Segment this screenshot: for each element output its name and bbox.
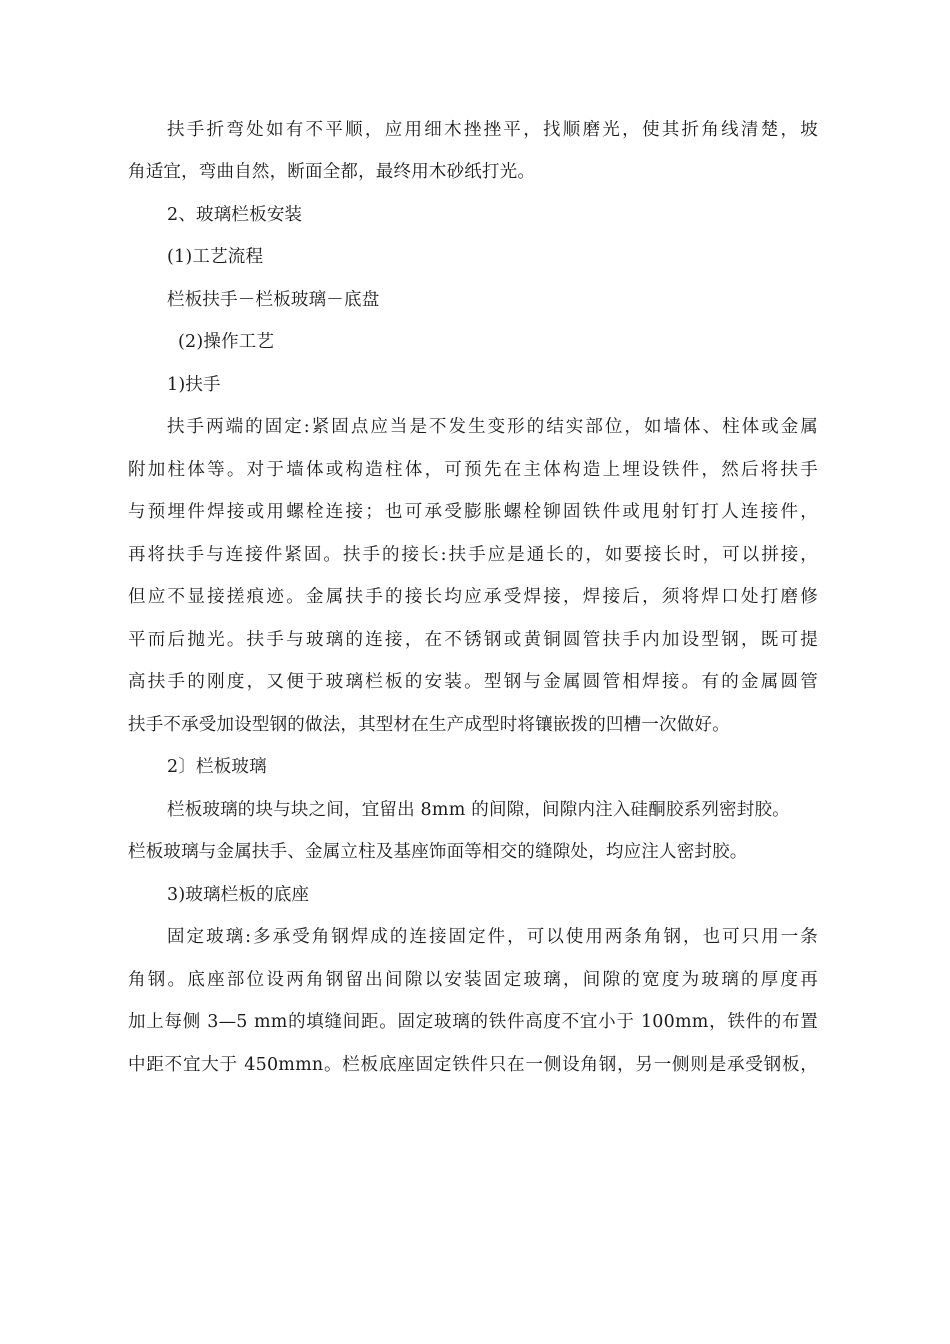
paragraph-line: 扶手折弯处如有不平顺，应用细木挫挫平，找顺磨光，使其折角线清楚，坡 [167,120,818,140]
paragraph-line: 固定玻璃:多承受角钢焊成的连接固定件，可以使用两条角钢，也可只用一条 [167,927,818,947]
paragraph-line: 附加柱体等。对于墙体或构造柱体，可预先在主体构造上埋设铁件，然后将扶手 [128,460,818,480]
section-heading: 2、玻璃栏板安装 [167,205,303,225]
paragraph-line: 扶手两端的固定:紧固点应当是不发生变形的结实部位，如墙体、柱体或金属 [167,417,818,437]
paragraph-line: 与预埋件焊接或用螺栓连接；也可承受膨胀螺栓铆固铁件或甩射钉打人连接件， [128,502,818,522]
paragraph-line: 高扶手的刚度，又便于玻璃栏板的安装。型钢与金属圆管相焊接。有的金属圆管 [128,672,818,692]
paragraph-line: 扶手不承受加设型钢的做法，其型材在生产成型时将镶嵌拨的凹槽一次做好。 [128,715,730,735]
paragraph-line: 平而后抛光。扶手与玻璃的连接，在不锈钢或黄铜圆管扶手内加设型钢，既可提 [128,630,818,650]
paragraph-line: 角适宜，弯曲自然，断面全都，最终用木砂纸打光。 [128,162,536,182]
subsection-heading: 1)扶手 [167,375,221,395]
paragraph-line: 但应不显接搓痕迹。金属扶手的接长均应承受焊接，焊接后，须将焊口处打磨修 [128,587,818,607]
subsection-heading: (1)工艺流程 [167,247,264,267]
paragraph-line: 角钢。底座部位设两角钢留出间隙以安装固定玻璃，间隙的宽度为玻璃的厚度再 [128,970,818,990]
paragraph-line: 中距不宜大于 450mmn。栏板底座固定铁件只在一侧设角钢，另一侧则是承受钢板， [128,1055,818,1075]
paragraph-line: 再将扶手与连接件紧固。扶手的接长:扶手应是通长的，如要接长时，可以拼接， [128,545,818,565]
paragraph-line: 栏板玻璃与金属扶手、金属立柱及基座饰面等相交的缝隙处，均应注人密封胶。 [128,842,748,862]
subsection-heading: (2)操作工艺 [178,332,275,352]
paragraph-line: 栏板玻璃的块与块之间，宜留出 8mm 的间隙，间隙内注入硅酮胶系列密封胶。 [167,800,790,820]
subsection-heading: 2〕栏板玻璃 [167,757,267,777]
paragraph-line: 加上每侧 3—5 mm的填缝间距。固定玻璃的铁件高度不宜小于 100mm，铁件的布置 [128,1012,818,1032]
paragraph-line: 栏板扶手－栏板玻璃－底盘 [167,290,380,310]
subsection-heading: 3)玻璃栏板的底座 [167,885,310,905]
